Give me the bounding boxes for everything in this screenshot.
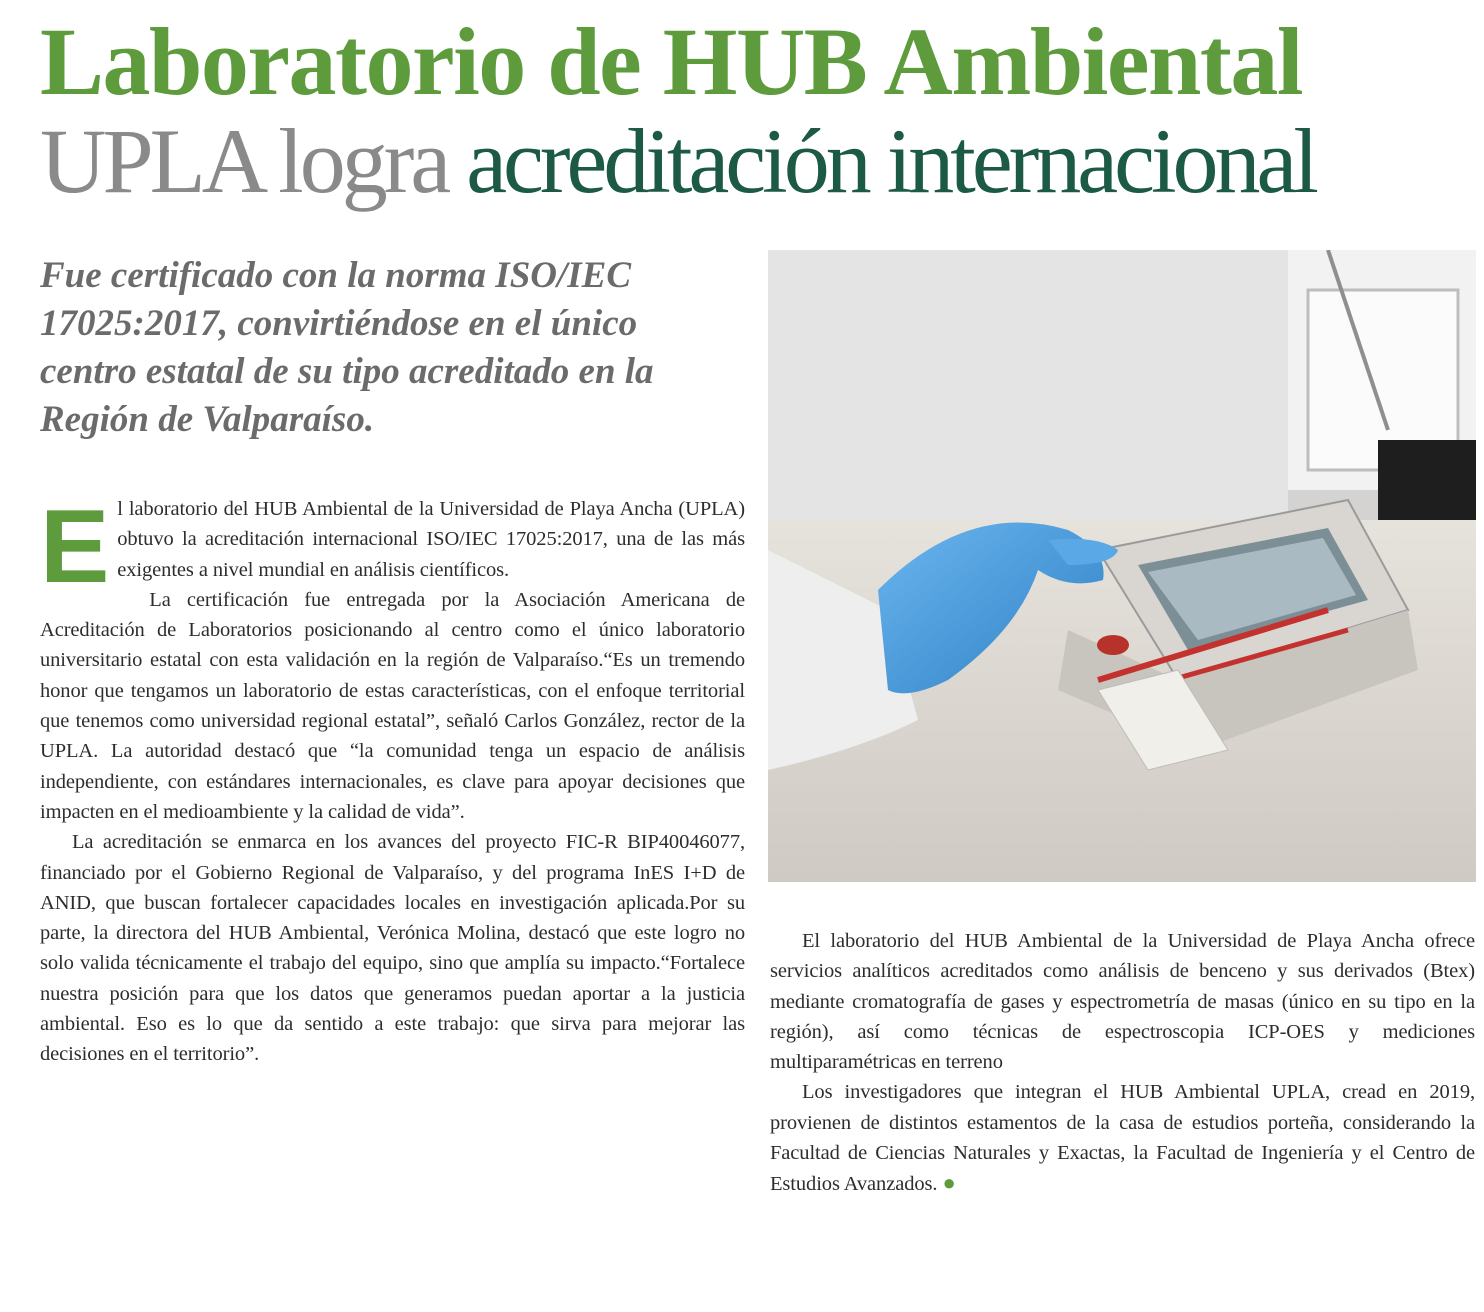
subheadline [40,108,1460,214]
paragraph-1-text: l laboratorio del HUB Ambiental de la Universidad de Playa Ancha (UPLA) obtuvo la acreditación internacional ISO/IEC 17025:2017, una de las más exigentes a nivel mundial en análisis científicos. [117,498,745,581]
paragraph-1 [40,489,745,605]
left-column [40,489,745,1070]
right-paragraph-2 [770,1077,1475,1199]
headline: Laboratorio de HUB Ambiental [40,8,1303,115]
subheadline-green: acreditación internacional [466,110,1315,212]
right-column [770,926,1475,1200]
lead-paragraph: Fue certificado con la norma ISO/IEC 17025:2017, convirtiéndose en el único centro estatal de su tipo acreditado en la Región de Valparaíso. [40,255,654,440]
lab-photo [768,250,1476,882]
subheadline-gray: UPLA logra [40,110,467,212]
right-paragraph-2-text: Los investigadores que integran el HUB Ambiental UPLA, cread en 2019, provienen de distintos estamentos de la casa de estudios porteña, considerando la Facultad de Ciencias Naturales y Exactas, la Facultad de Ingeniería y el Centro de Estudios Avanzados. [770,1081,1475,1196]
end-mark: ● [942,1170,956,1196]
paragraph-3: La acreditación se enmarca en los avances del proyecto FIC-R BIP40046077, financiado por el Gobierno Regional de Valparaíso, y del programa InES I+D de ANID, que buscan fortalecer capacidades locales en investigación aplicada.Por su parte, la directora del HUB Ambiental, Verónica Molina, destacó que este logro no solo valida técnicamente el trabajo del equipo, sino que amplía su impacto.“Fortalece nuestra posición para que los datos que generamos puedan aportar a la justicia ambiental. Eso es lo que da sentido a este trabajo: que sirva para mejorar las decisiones en el territorio”. [40,831,745,1066]
drop-cap: E [40,489,110,605]
paragraph-2: La certificación fue entregada por la Asociación Americana de Acreditación de Laboratorios posicionando al centro como el único laboratorio universitario estatal con esta validación en la región de Valparaíso.“Es un tremendo honor que tengamos un laboratorio de estas características, con el enfoque territorial que tenemos como universidad regional estatal”, señaló Carlos González, rector de la UPLA. La autoridad destacó que “la comunidad tenga un espacio de análisis independiente, con estándares internacionales, es clave para apoyar decisiones que impacten en el medioambiente y la calidad de vida”. [40,588,745,823]
right-paragraph-1: El laboratorio del HUB Ambiental de la Universidad de Playa Ancha ofrece servicios analíticos acreditados como análisis de benceno y sus derivados (Btex) mediante cromatografía de gases y espectrometría de masas (único en su tipo en la región), así como técnicas de espectroscopia ICP-OES y mediciones multiparamétricas en terreno [770,930,1475,1074]
